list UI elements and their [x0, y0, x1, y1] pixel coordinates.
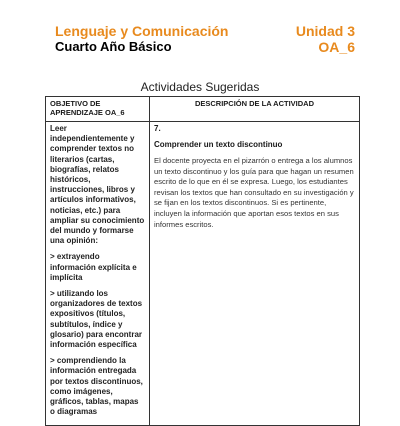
section-title: Actividades Sugeridas	[140, 80, 260, 94]
activity-description: El docente proyecta en el pizarrón o entrega a los alumnos un texto discontinuo y los guía para que hagan un resumen escrito de lo que en él se expresa. Luego, los estudiantes revisan los textos que han consultado en su investigación y se fijan en los textos discontinuos. Si es pertinente, incluyen la información que aportan esos textos en sus informes escritos.	[154, 156, 354, 229]
objective-bullet: > extrayendo información explícita e implícita	[50, 252, 137, 282]
activity-number: 7.	[154, 124, 161, 133]
table-header-row	[46, 97, 360, 122]
objective-bullet: > comprendiendo la información entregada por textos discontinuos, como imágenes, gráficos, tablas, mapas o diagramas	[50, 356, 143, 417]
document-header-left	[55, 24, 228, 55]
objective-bullet: > utilizando los organizadores de textos expositivos (títulos, subtítulos, índice y glosario) para encontrar información específica	[50, 289, 143, 350]
objective-intro: Leer independientemente y comprender textos no literarios (cartas, biografías, relatos históricos, instrucciones, libros y artículos informativos, noticias, etc.) para ampliar su conocimiento del mundo y formarse una opinión:	[50, 124, 145, 246]
objective-column-header: OBJETIVO DE APRENDIZAJE OA_6	[46, 97, 150, 122]
subject-title: Lenguaje y Comunicación	[55, 23, 229, 39]
objective-code: OA_6	[318, 39, 355, 55]
objective-cell	[46, 122, 150, 426]
activity-title: Comprender un texto discontinuo	[154, 140, 283, 149]
activities-table	[45, 96, 360, 426]
document-header-right	[296, 24, 355, 55]
unit-label: Unidad 3	[295, 23, 355, 39]
table-row	[46, 122, 360, 426]
activity-column-header: DESCRIPCIÓN DE LA ACTIVIDAD	[150, 97, 360, 122]
activity-cell	[150, 122, 360, 426]
grade-title: Cuarto Año Básico	[55, 39, 172, 54]
